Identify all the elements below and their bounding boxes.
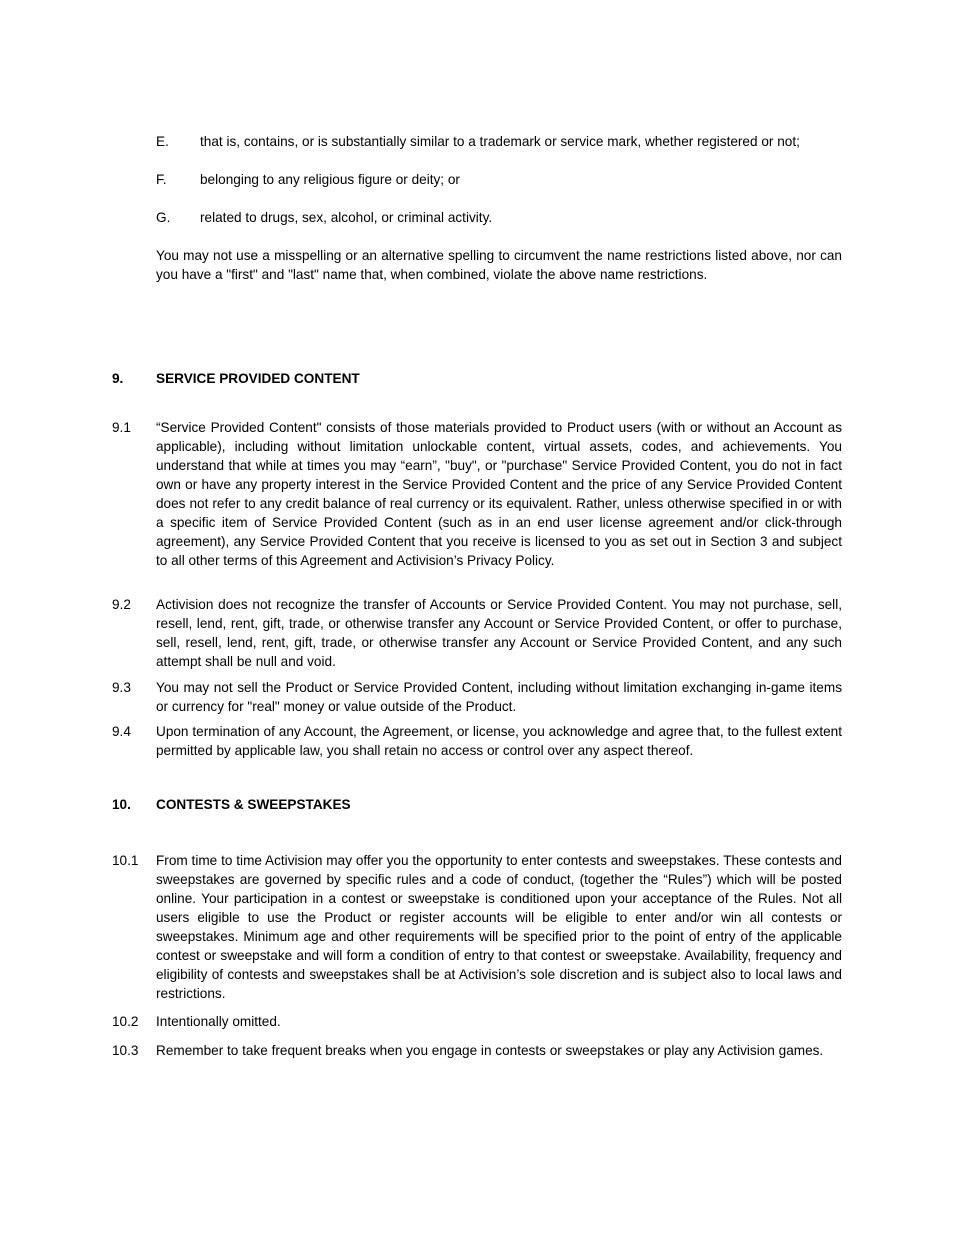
list-item-f: [156, 170, 842, 189]
clause-number: 9.3: [112, 680, 131, 695]
list-item-label: G.: [156, 210, 171, 225]
clause-text: “Service Provided Content" consists of those materials provided to Product users (with or without an Account as applicable), including without limitation unlockable content, virtual assets, codes, and achievements. You understand that while at times you may “earn”, "buy", or "purchase" Service Provided Content, you do not in fact own or have any property interest in the Service Provided Content and the price of any Service Provided Content does not refer to any credit balance of real currency or its equivalent. Rather, unless otherwise specified in or with a specific item of Service Provided Content (such as in an end user license agreement and/or click-through agreement), any Service Provided Content that you receive is licensed to you as set out in Section 3 and subject to all other terms of this Agreement and Activision’s Privacy Policy.: [156, 420, 842, 568]
section-title: SERVICE PROVIDED CONTENT: [156, 371, 360, 386]
list-item-label: F.: [156, 172, 167, 187]
section-10-heading: [112, 795, 842, 814]
clause-number: 10.2: [112, 1014, 139, 1029]
section-number: 10.: [112, 797, 131, 812]
list-item-label: E.: [156, 134, 169, 149]
clause-9-3: [112, 678, 842, 716]
clause-10-2: [112, 1012, 842, 1031]
clause-text: Activision does not recognize the transfer of Accounts or Service Provided Content. You may not purchase, sell, resell, lend, rent, gift, trade, or otherwise transfer any Account or Service Provided Content, or offer to purchase, sell, resell, lend, rent, gift, trade, or otherwise transfer any Account or Service Provided Content, and any such attempt shall be null and void.: [156, 597, 842, 669]
list-item-text: related to drugs, sex, alcohol, or criminal activity.: [200, 210, 493, 225]
list-item-g: [156, 208, 842, 227]
list-item-text: belonging to any religious figure or deity; or: [200, 172, 460, 187]
clause-text: Intentionally omitted.: [156, 1014, 281, 1029]
section-number: 9.: [112, 371, 124, 386]
clause-text: Upon termination of any Account, the Agreement, or license, you acknowledge and agree that, to the fullest extent permitted by applicable law, you shall retain no access or control over any aspect thereof.: [156, 724, 842, 758]
clause-9-1: [112, 418, 842, 570]
clause-number: 9.4: [112, 724, 131, 739]
clause-10-3: [112, 1041, 842, 1060]
list-item-e: [156, 132, 842, 151]
list-item-text: that is, contains, or is substantially similar to a trademark or service mark, whether registered or not;: [200, 134, 800, 149]
clause-number: 10.3: [112, 1043, 139, 1058]
clause-number: 10.1: [112, 853, 139, 868]
section-9-heading: [112, 369, 842, 388]
clause-9-2: [112, 595, 842, 671]
clause-9-4: [112, 722, 842, 760]
section-title: CONTESTS & SWEEPSTAKES: [156, 797, 351, 812]
clause-text: You may not sell the Product or Service Provided Content, including without limitation exchanging in-game items or currency for "real" money or value outside of the Product.: [156, 680, 842, 714]
clause-text: From time to time Activision may offer you the opportunity to enter contests and sweepstakes. These contests and sweepstakes are governed by specific rules and a code of conduct, (together the “Rules”) which will be posted online. Your participation in a contest or sweepstake is conditioned upon your acceptance of the Rules. Not all users eligible to use the Product or register accounts will be eligible to enter and/or win all contests or sweepstakes. Minimum age and other requirements will be specified prior to the point of entry of the applicable contest or sweepstake and will form a condition of entry to that contest or sweepstake. Availability, frequency and eligibility of contests and sweepstakes shall be at Activision’s sole discretion and is subject also to local laws and restrictions.: [156, 853, 842, 1001]
clause-number: 9.1: [112, 420, 131, 435]
clause-number: 9.2: [112, 597, 131, 612]
name-restriction-note: You may not use a misspelling or an alternative spelling to circumvent the name restrictions listed above, nor can you have a "first" and "last" name that, when combined, violate the above name restrictions.: [156, 248, 842, 282]
clause-text: Remember to take frequent breaks when you engage in contests or sweepstakes or play any Activision games.: [156, 1043, 824, 1058]
clause-10-1: [112, 851, 842, 1003]
